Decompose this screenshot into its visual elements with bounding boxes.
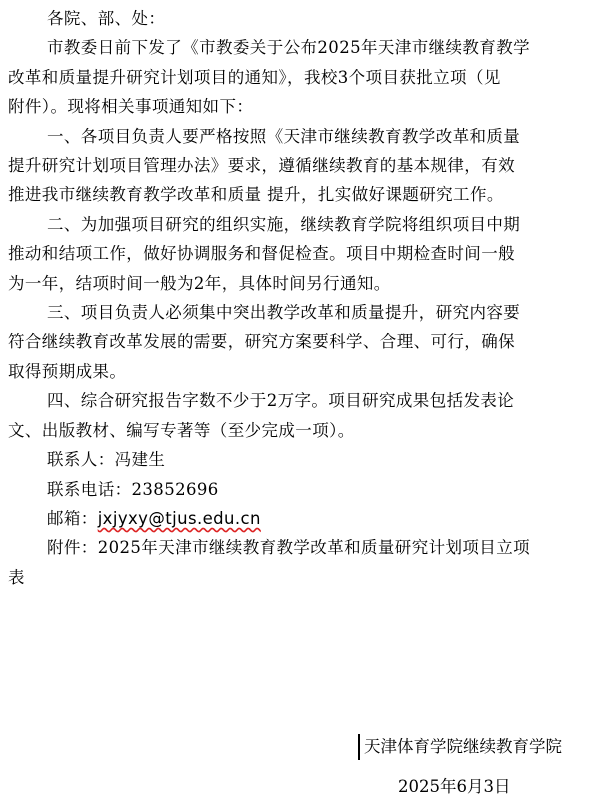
email-link[interactable]: jxjyxy@tjus.edu.cn: [97, 508, 261, 528]
paragraph-line: 三、项目负责人必须集中突出教学改革和质量提升，研究内容要: [47, 303, 521, 323]
paragraph-line: 市教委日前下发了《市教委关于公布2025年天津市继续教育教学: [47, 38, 530, 58]
attachment-line: 附件：2025年天津市继续教育教学改革和质量研究计划项目立项: [47, 538, 530, 558]
contact-email: [8, 504, 580, 533]
signature: 天津体育学院继续教育学院: [358, 734, 562, 760]
paragraph-line: 二、为加强项目研究的组织实施，继续教育学院将组织项目中期: [47, 214, 521, 234]
paragraph-line: 四、综合研究报告字数不少于2万字。项目研究成果包括发表论: [47, 391, 515, 411]
contact-phone: 联系电话：23852696: [47, 479, 219, 499]
paragraph-line: 推进我市继续教育教学改革和质量 提升，扎实做好课题研究工作。: [8, 185, 504, 205]
notice-document: [8, 4, 580, 592]
paragraph-line: 提升研究计划项目管理办法》要求，遵循继续教育的基本规律，有效: [8, 156, 515, 176]
attachment-line: 表: [8, 567, 25, 587]
paragraph-line: 推动和结项工作，做好协调服务和督促检查。项目中期检查时间一般: [8, 244, 515, 264]
paragraph-line: 符合继续教育改革发展的需要，研究方案要科学、合理、可行，确保: [8, 332, 515, 352]
email-label: 邮箱：: [47, 508, 98, 528]
contact-person: 联系人：冯建生: [47, 450, 166, 470]
paragraph-line: 为一年，结项时间一般为2年，具体时间另行通知。: [8, 273, 391, 293]
document-date: 2025年6月3日: [398, 777, 511, 796]
paragraph-line: 附件）。现将相关事项通知如下：: [8, 97, 254, 117]
paragraph-line: 取得预期成果。: [8, 361, 127, 381]
salutation: 各院、部、处：: [47, 9, 166, 28]
paragraph-line: 一、各项目负责人要严格按照《天津市继续教育教学改革和质量: [47, 126, 521, 146]
paragraph-line: 文、出版教材、编写专著等（至少完成一项）。: [8, 420, 355, 440]
paragraph-line: 改革和质量提升研究计划项目的通知》，我校3个项目获批立项（见: [8, 67, 501, 87]
